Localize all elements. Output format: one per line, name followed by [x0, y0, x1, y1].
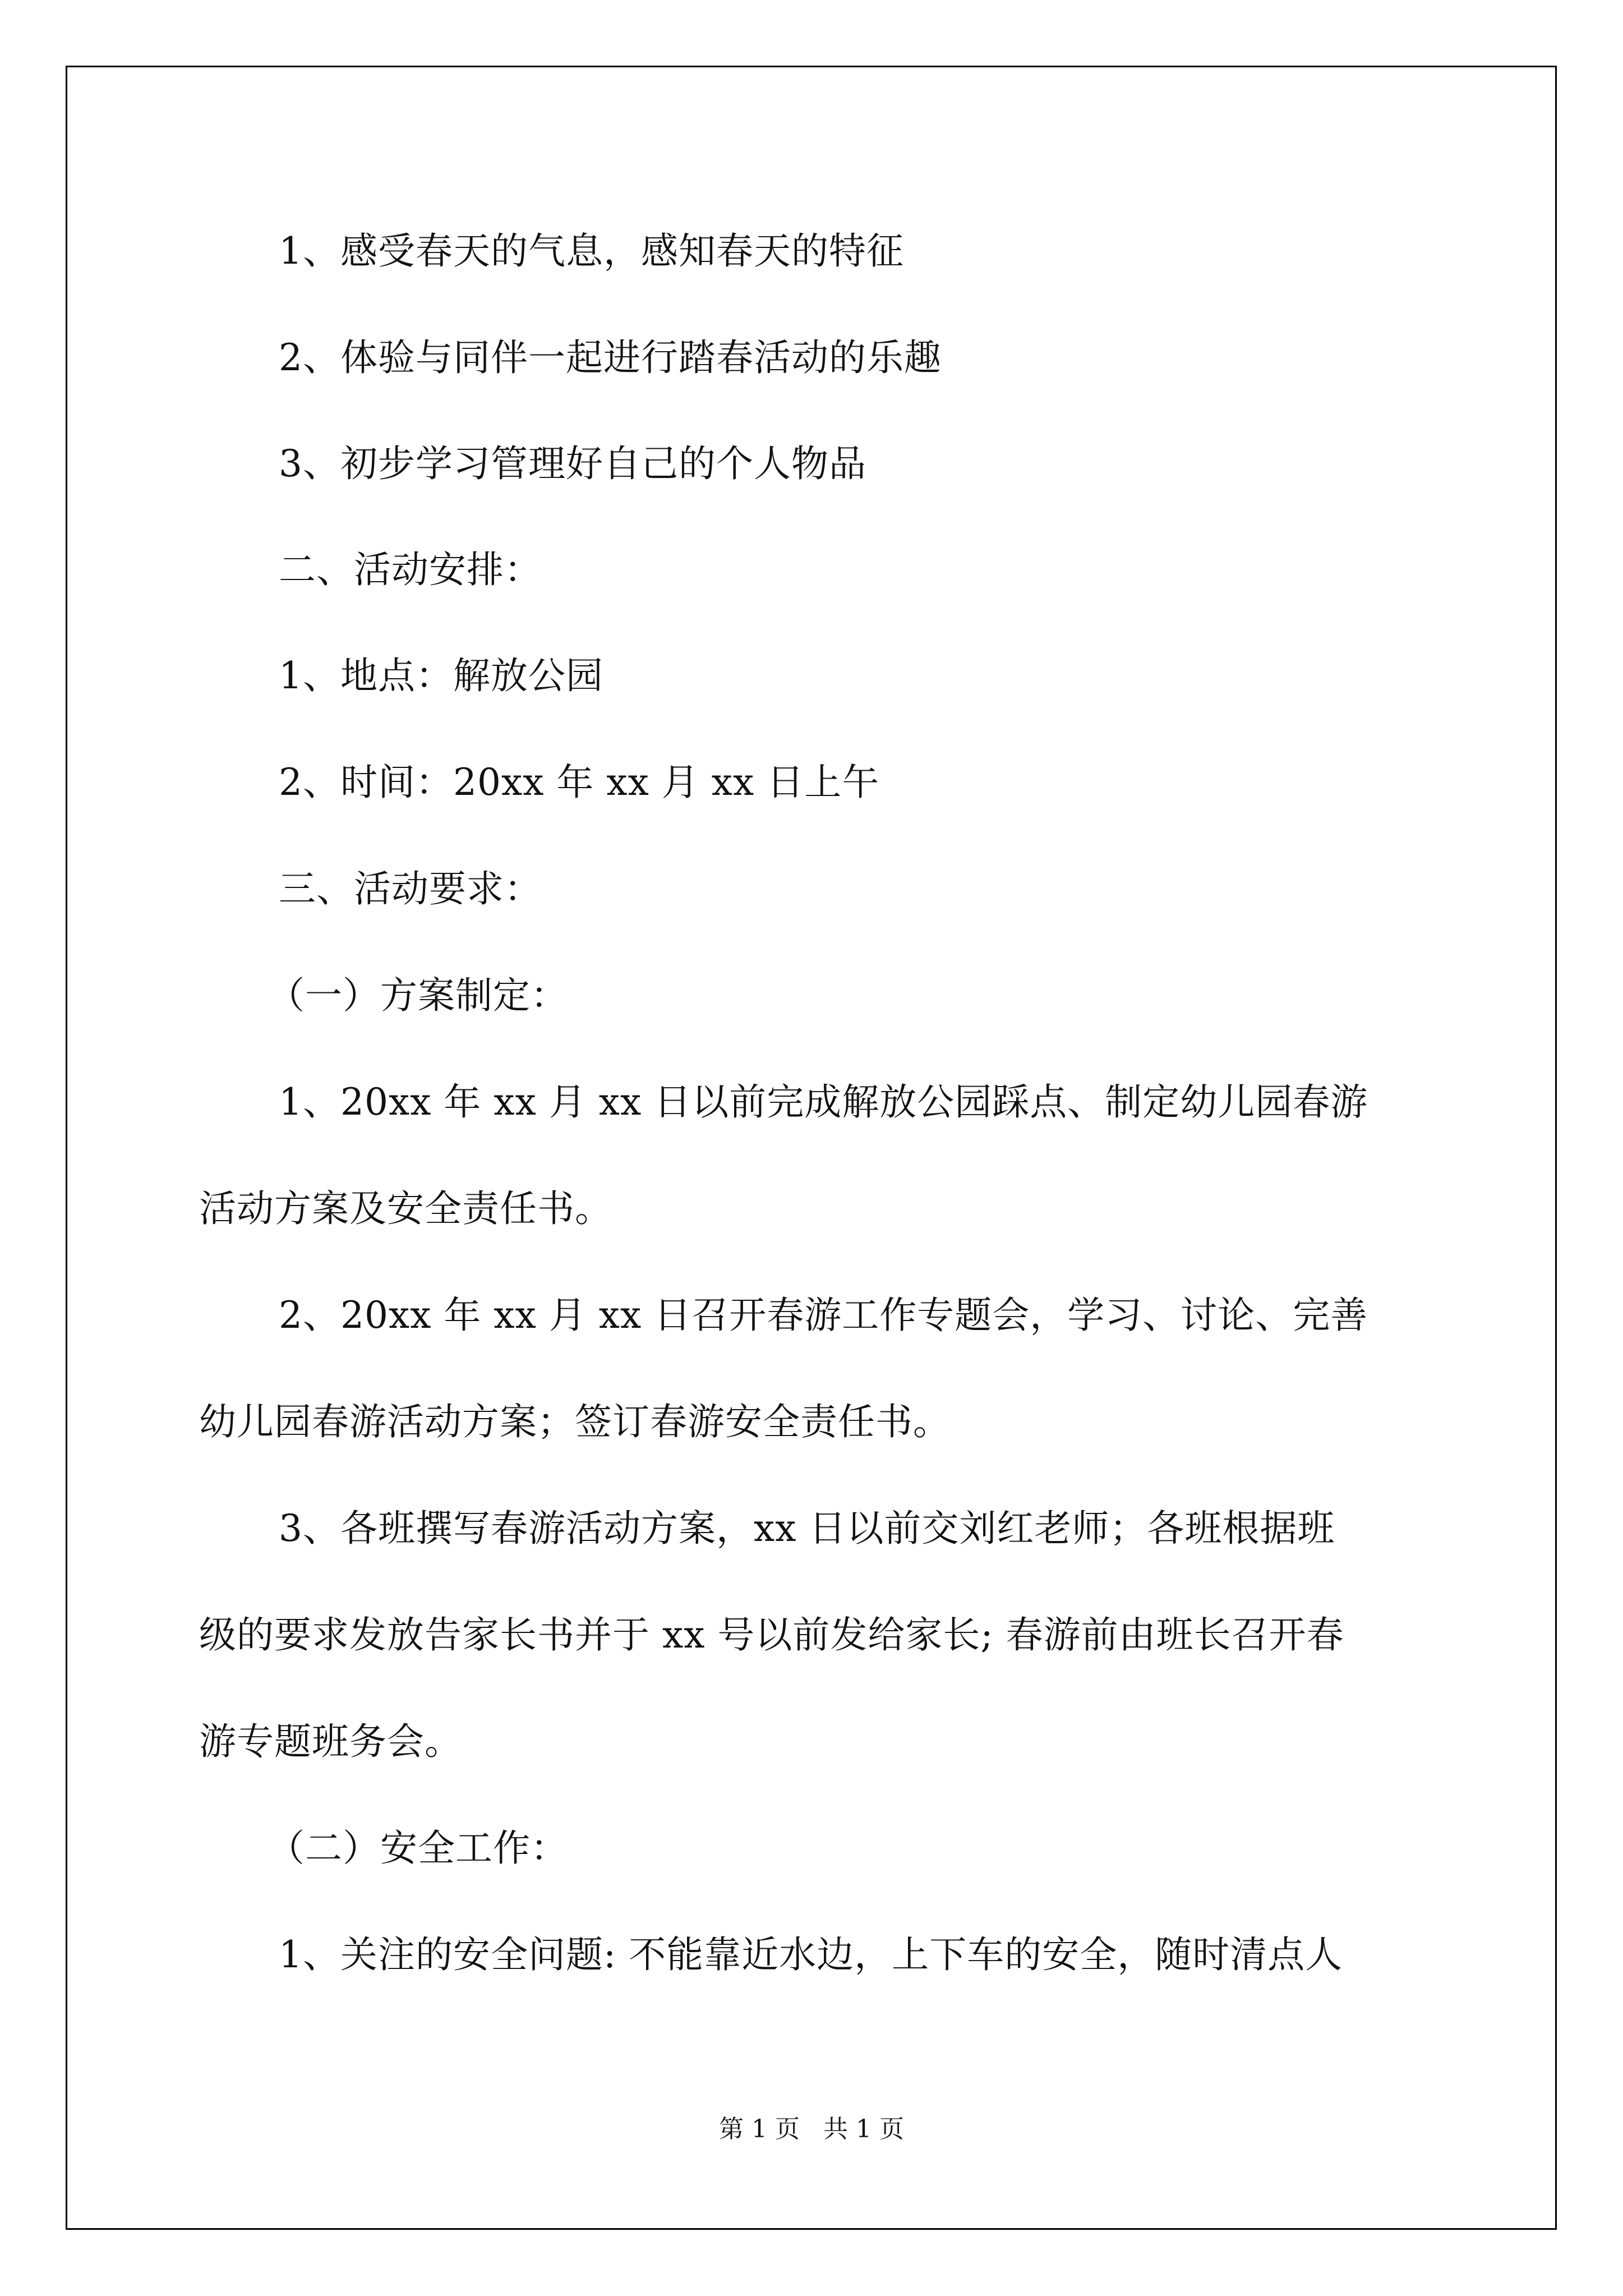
plan-item-2-line-1: 2、20xx 年 xx 月 xx 日召开春游工作专题会，学习、讨论、完善 [279, 1294, 1368, 1337]
safety-item-1-line-1: 1、关注的安全问题: 不能靠近水边，上下车的安全，随时清点人 [279, 1933, 1343, 1976]
arrangement-location: 1、地点：解放公园 [279, 654, 603, 697]
plan-item-1-line-2: 活动方案及安全责任书。 [199, 1187, 612, 1230]
plan-item-3-line-2: 级的要求发放告家长书并于 xx 号以前发给家长; 春游前由班长召开春 [199, 1613, 1344, 1657]
subsection-heading-safety: （二）安全工作： [268, 1826, 568, 1870]
subsection-heading-plan: （一）方案制定： [268, 974, 568, 1017]
section-heading-requirements: 三、活动要求： [279, 867, 542, 910]
plan-item-3-line-3: 游专题班务会。 [199, 1720, 462, 1763]
goal-line-2: 2、体验与同伴一起进行踏春活动的乐趣 [279, 336, 942, 379]
section-heading-arrangement: 二、活动安排： [279, 548, 542, 591]
page-border [66, 66, 1557, 2230]
page-footer: 第 1 页 共 1 页 [719, 2115, 904, 2143]
goal-line-1: 1、感受春天的气息，感知春天的特征 [279, 229, 904, 273]
arrangement-time: 2、时间：20xx 年 xx 月 xx 日上午 [279, 761, 880, 804]
goal-line-3: 3、初步学习管理好自己的个人物品 [279, 442, 866, 485]
plan-item-2-line-2: 幼儿园春游活动方案；签订春游安全责任书。 [199, 1400, 951, 1443]
plan-item-1-line-1: 1、20xx 年 xx 月 xx 日以前完成解放公园踩点、制定幼儿园春游 [279, 1080, 1368, 1124]
plan-item-3-line-1: 3、各班撰写春游活动方案，xx 日以前交刘红老师；各班根据班 [279, 1507, 1335, 1550]
